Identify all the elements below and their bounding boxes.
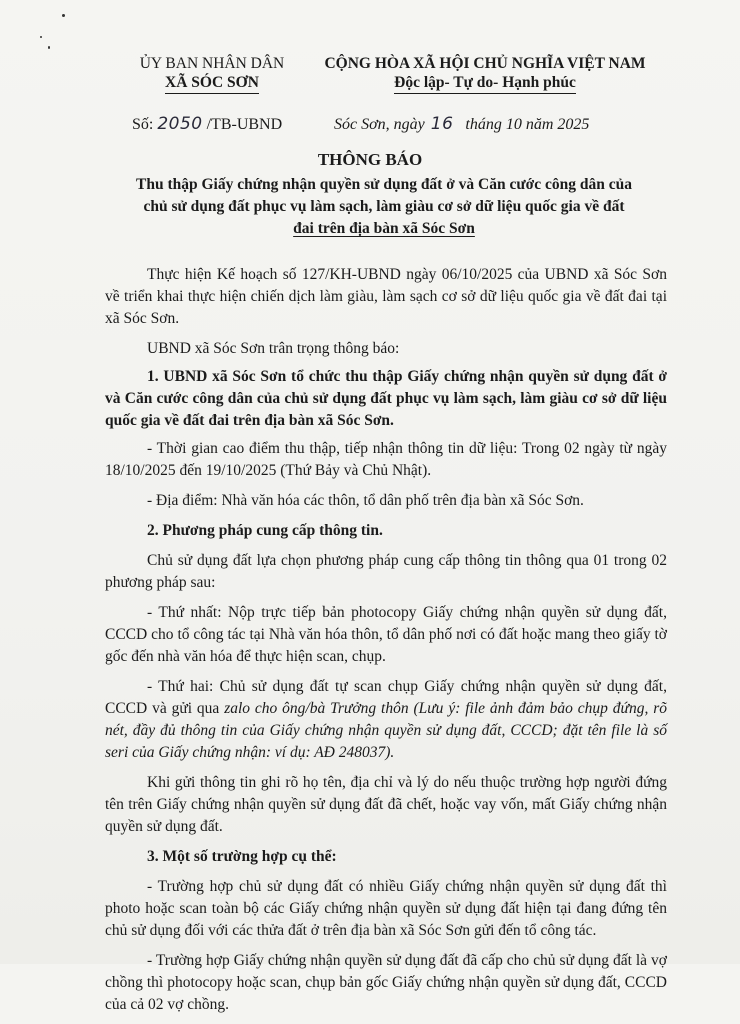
section-3-case-2: - Trường hợp Giấy chứng nhận quyền sử dụng đất đã cấp cho chủ sử dụng đất là vợ chồng thì photocopy hoặc scan, chụp bản gốc Giấy chứng nhận quyền sử dụng đất, CCCD của cả 02 vợ chồng.	[105, 952, 667, 1013]
section-1-time: - Thời gian cao điểm thu thập, tiếp nhận thông tin dữ liệu: Trong 02 ngày từ ngày 18/10/2025 đến 19/10/2025 (Thứ Bảy và Chủ Nhật).	[105, 440, 667, 479]
intro-paragraph: Thực hiện Kế hoạch số 127/KH-UBND ngày 06/10/2025 của UBND xã Sóc Sơn về triển khai thực hiện chiến dịch làm giàu, làm sạch cơ sở dữ liệu quốc gia về đất đai tại xã Sóc Sơn.	[105, 266, 667, 327]
national-motto: Độc lập- Tự do- Hạnh phúc	[394, 73, 576, 94]
handwritten-number: 2050	[157, 114, 203, 134]
section-3-heading: 3. Một số trường hợp cụ thể:	[147, 848, 337, 865]
date-suffix: tháng 10 năm 2025	[465, 116, 590, 133]
issue-date	[334, 114, 589, 134]
national-header	[300, 54, 670, 94]
handwritten-day: 16	[430, 114, 454, 134]
subtitle-line-1: Thu thập Giấy chứng nhận quyền sử dụng đất ở và Căn cước công dân của	[136, 176, 632, 193]
document-body	[105, 264, 667, 1024]
subtitle-line-3: đai trên địa bàn xã Sóc Sơn	[293, 220, 475, 237]
section-1-heading: 1. UBND xã Sóc Sơn tổ chức thu thập Giấy chứng nhận quyền sử dụng đất ở và Căn cước công dân của chủ sử dụng đất phục vụ làm sạch, làm giàu cơ sở dữ liệu quốc gia về đất đai trên địa bàn xã Sóc Sơn.	[105, 368, 667, 429]
agency-name: ỦY BAN NHÂN DÂN	[139, 55, 285, 72]
date-prefix: Sóc Sơn, ngày	[334, 116, 425, 133]
number-suffix: /TB-UBND	[206, 116, 283, 133]
section-2-note: Khi gửi thông tin ghi rõ họ tên, địa chỉ và lý do nếu thuộc trường hợp người đứng tên trên Giấy chứng nhận quyền sử dụng đất đã chết, hoặc vay vốn, mất Giấy chứng nhận quyền sử dụng đất.	[105, 774, 667, 835]
document-subtitle	[110, 174, 658, 240]
section-2-method-1: - Thứ nhất: Nộp trực tiếp bản photocopy Giấy chứng nhận quyền sử dụng đất, CCCD cho tổ công tác tại Nhà văn hóa thôn, tổ dân phố nơi có đất hoặc mang theo giấy tờ gốc đến nhà văn hóa để thực hiện scan, chụp.	[105, 604, 667, 665]
commune-name: XÃ SÓC SƠN	[165, 73, 259, 94]
method-2-note: zalo cho ông/bà Trưởng thôn (Lưu ý: file ảnh đảm bảo chụp đứng, rõ nét, đầy đủ thông tin của Giấy chứng nhận quyền sử dụng đất, CCCD; đặt tên file là số seri của Giấy chứng nhận: ví dụ: AĐ 248037).	[105, 700, 667, 761]
number-prefix: Số:	[132, 116, 154, 133]
document-title: THÔNG BÁO	[317, 150, 423, 169]
country-name: CỘNG HÒA XÃ HỘI CHỦ NGHĨA VIỆT NAM	[324, 55, 646, 72]
section-1-place: - Địa điểm: Nhà văn hóa các thôn, tổ dân phố trên địa bàn xã Sóc Sơn.	[147, 492, 584, 509]
scan-speck	[48, 46, 50, 49]
method-2-text: - Thứ hai: Chủ sử dụng đất tự scan chụp Giấy chứng nhận quyền sử dụng đất, CCCD và gửi qua	[105, 678, 667, 717]
section-3-case-1: - Trường hợp chủ sử dụng đất có nhiều Giấy chứng nhận quyền sử dụng đất thì photo hoặc scan toàn bộ các Giấy chứng nhận quyền sử dụng đất hiện tại đang đứng tên chủ sử dụng đối với các thửa đất ở trên địa bàn xã Sóc Sơn gửi đến tổ công tác.	[105, 878, 667, 939]
issuing-agency	[112, 54, 312, 94]
announcement-lead: UBND xã Sóc Sơn trân trọng thông báo:	[147, 340, 400, 357]
document-number	[132, 114, 282, 134]
scan-speck	[40, 36, 42, 38]
subtitle-line-2: chủ sử dụng đất phục vụ làm sạch, làm giàu cơ sở dữ liệu quốc gia về đất	[143, 198, 625, 215]
scan-speck	[62, 14, 65, 17]
section-2-heading: 2. Phương pháp cung cấp thông tin.	[147, 522, 383, 539]
section-2-method-2	[105, 676, 667, 764]
section-2-intro: Chủ sử dụng đất lựa chọn phương pháp cung cấp thông tin thông qua 01 trong 02 phương pháp sau:	[105, 552, 667, 591]
